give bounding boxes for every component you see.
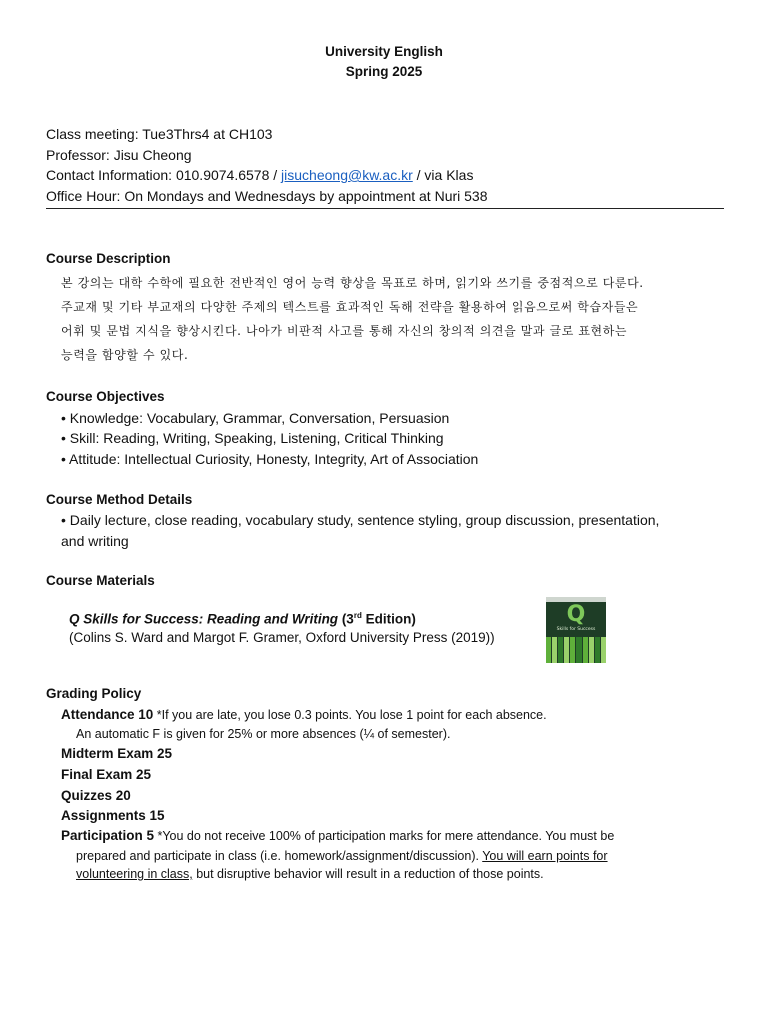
course-materials-heading: Course Materials xyxy=(46,573,155,588)
grading-policy-heading: Grading Policy xyxy=(46,686,142,701)
grading-participation: Participation 5 *You do not receive 100% of participation marks for mere attendance. You must be xyxy=(61,828,615,843)
objective-item: • Skill: Reading, Writing, Speaking, Listening, Critical Thinking xyxy=(61,430,444,446)
textbook-authors: (Colins S. Ward and Margot F. Gramer, Oxford University Press (2019)) xyxy=(69,630,495,645)
description-line: 본 강의는 대학 수학에 필요한 전반적인 영어 능력 향상을 목표로 하며, 읽기와 쓰기를 중점적으로 다룬다. xyxy=(61,276,644,290)
grading-attendance: Attendance 10 *If you are late, you lose 0.3 points. You lose 1 point for each absence. xyxy=(61,707,547,722)
description-line: 주교재 및 기타 부교재의 다양한 주제의 텍스트를 효과적인 독해 전략을 활용하여 읽음으로써 학습자들은 xyxy=(61,300,639,314)
objective-item: • Attitude: Intellectual Curiosity, Honesty, Integrity, Art of Association xyxy=(61,451,479,467)
contact-information xyxy=(46,167,473,183)
grading-assignments: Assignments 15 xyxy=(61,808,165,823)
contact-suffix: / via Klas xyxy=(412,167,474,183)
course-method-heading: Course Method Details xyxy=(46,492,193,507)
course-description-heading: Course Description xyxy=(46,251,171,266)
textbook-title: Q Skills for Success: Reading and Writing (3rd Edition) xyxy=(69,611,416,627)
cover-pattern xyxy=(546,637,606,663)
grading-final: Final Exam 25 xyxy=(61,767,152,782)
method-line: and writing xyxy=(61,533,129,549)
contact-email-link[interactable]: jisucheong@kw.ac.kr xyxy=(281,167,413,183)
participation-note-line3: volunteering in class, but disruptive behavior will result in a reduction of those points. xyxy=(76,867,544,881)
contact-prefix: Contact Information: 010.9074.6578 / xyxy=(46,167,282,183)
grading-midterm: Midterm Exam 25 xyxy=(61,746,173,761)
attendance-note-continued: An automatic F is given for 25% or more absences (¼ of semester). xyxy=(76,727,451,741)
office-hour: Office Hour: On Mondays and Wednesdays by appointment at Nuri 538 xyxy=(46,188,488,204)
participation-note-line2: prepared and participate in class (i.e. homework/assignment/discussion). You will earn points for xyxy=(76,849,608,863)
course-term: Spring 2025 xyxy=(345,64,423,79)
course-objectives-heading: Course Objectives xyxy=(46,389,165,404)
grading-quizzes: Quizzes 20 xyxy=(61,788,131,803)
professor: Professor: Jisu Cheong xyxy=(46,147,192,163)
cover-q-logo: Q xyxy=(566,602,586,627)
description-line: 어휘 및 문법 지식을 향상시킨다. 나아가 비판적 사고를 통해 자신의 창의적 의견을 말과 글로 표현하는 xyxy=(61,324,628,338)
cover-subtitle: Skills for Success xyxy=(556,627,596,632)
course-title: University English xyxy=(325,44,443,59)
method-line: • Daily lecture, close reading, vocabulary study, sentence styling, group discussion, presentation, xyxy=(61,512,660,528)
description-line: 능력을 함양할 수 있다. xyxy=(61,348,189,362)
textbook-name: Q Skills for Success: Reading and Writing xyxy=(69,611,339,627)
textbook-cover-image xyxy=(546,597,606,663)
header-divider xyxy=(46,208,724,209)
objective-item: • Knowledge: Vocabulary, Grammar, Conversation, Persuasion xyxy=(61,410,450,426)
class-meeting: Class meeting: Tue3Thrs4 at CH103 xyxy=(46,126,273,142)
